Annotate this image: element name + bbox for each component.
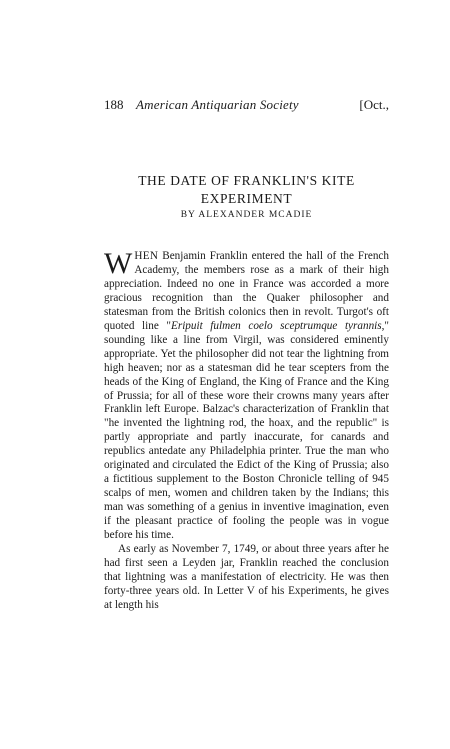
journal-title: American Antiquarian Society	[136, 97, 299, 112]
drop-cap: W	[104, 247, 133, 280]
article-title-line-1: THE DATE OF FRANKLIN'S KITE	[138, 173, 355, 188]
latin-quote: Eripuit fulmen coelo sceptrumque tyrannis	[171, 319, 382, 332]
issue-date: [Oct.,	[359, 97, 389, 112]
article-title-line-2: EXPERIMENT	[200, 191, 293, 206]
article-body	[104, 247, 389, 613]
page-number: 188	[104, 97, 124, 112]
article-author: BY ALEXANDER MCADIE	[180, 210, 313, 220]
paragraph-1-text-a: Benjamin Franklin entered the hall of the French Academy, the members rose as a mark of their high appreciation. Indeed no one in France was accorded a more gracious recognition than the Quaker philosopher and statesman from the British colonics then in revolt. Turgot's oft quoted line "	[104, 250, 389, 332]
opening-word-rest: HEN	[134, 250, 159, 262]
article-title	[104, 172, 389, 208]
paragraph-1-text-b: ," sounding like a line from Virgil, was considered eminently appropriate. Yet the philosopher did not tear the lightning from high heaven; nor as a statesman did he tear scepters from the heads of the King of England, the King of France and the King of Prussia; for all of these wore their crowns many years after Franklin left Europe. Balzac's characterization of Franklin that "he invented the lightning rod, the hoax, and the republic" is partly appropriate and partly inaccurate, for canards and republics antedate any Philadelphia printer. True the man who originated and circulated the Edict of the King of Prussia; also a fictitious supplement to the Boston Chronicle telling of 945 scalps of men, women and children taken by the Indians; this man was something of a genius in inventive imagination, even if the pleasant practice of fooling the people was in vogue before his time.	[104, 319, 389, 542]
paragraph-2: As early as November 7, 1749, or about three years after he had first seen a Leyden jar, Franklin reached the conclusion that lightning was a manifestation of electricity. He was then forty-three years old. In Letter V of his Experiments, he gives at length his	[104, 543, 389, 611]
paragraph-1	[104, 247, 389, 543]
running-head	[104, 96, 389, 114]
